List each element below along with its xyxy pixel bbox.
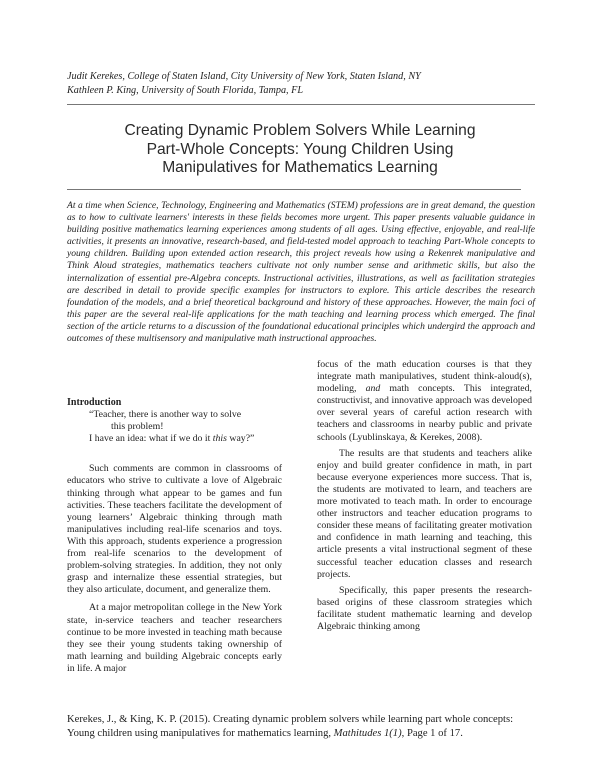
title-line-2: Part-Whole Concepts: Young Children Using bbox=[146, 140, 454, 158]
author-affiliations bbox=[67, 70, 537, 98]
right-paragraph-1-start: focus of the math education courses is that they integrate math manipulatives, student think-aloud(s), modeling, bbox=[317, 359, 532, 395]
citation-line-1: Kerekes, J., & King, K. P. (2015). Creating dynamic problem solvers while learning part whole concepts: bbox=[67, 714, 514, 725]
citation-journal: Mathitudes 1(1) bbox=[333, 727, 402, 739]
abstract: At a time when Science, Technology, Engineering and Mathematics (STEM) professions are in great demand, the question as to how to cultivate learners' interests in these fields becomes more urgent. This paper presents valuable guidance in building positive mathematics learning experiences among students of all ages. Using effective, enjoyable, and real-life activities, it presents an innovative, research-based, and field-tested model approach to teaching Part-Whole concepts to young children. Building upon extended action research, this project reveals how using a Rekenrek manipulative and Think Aloud strategies, mathematics teachers cultivate not only number sense and arithmetic skills, but also the internalization of essential pre-Algebra concepts. Instructional activities, illustrations, as well as facilitation strategies are described in detail to provide specific examples for instructors to explore. This article describes the research foundation of the models, and a brief theoretical background and history of these approaches. However, the main foci of this paper are the several real-life applications for the math teaching and learning process which emerged. The final section of the article returns to a discussion of the foundational educational principles which undergird the approach and outcomes of these multisensory and manipulative math instructional approaches. bbox=[67, 200, 535, 345]
header-divider bbox=[67, 104, 535, 105]
section-heading-introduction: Introduction bbox=[67, 397, 122, 408]
spacer bbox=[67, 445, 282, 463]
right-paragraph-1-emphasis: and bbox=[365, 383, 381, 395]
right-column bbox=[317, 359, 532, 633]
right-paragraph-1-end: math concepts. This integrated, constructivist, and innovative approach was developed over several years of careful action research with teachers and classrooms in nearby public and private schools (Lyublinskaya, & Kerekes, 2008). bbox=[317, 383, 533, 443]
title-line-3: Manipulatives for Mathematics Learning bbox=[162, 159, 438, 176]
intro-paragraph-1: Such comments are common in classrooms of educators who strive to cultivate a love of Algebraic thinking through what appear to be games and fun activities. These teachers facilitate the development of young learners’ Algebraic thinking through math manipulatives including real-life scenarios and toys. With this approach, students experience a progression from real-life scenarios to the development of problem-solving strategies. In addition, they not only grasp and internalize these essential strategies, but they also articulate, document, and generalize them. bbox=[67, 463, 282, 596]
author-line-king: Kathleen P. King, University of South Florida, Tampa, FL bbox=[67, 85, 304, 96]
left-column bbox=[67, 397, 282, 675]
quote-line-1: “Teacher, there is another way to solve bbox=[89, 409, 242, 421]
title-divider bbox=[67, 189, 521, 190]
paper-title bbox=[100, 122, 500, 178]
quote-line-3 bbox=[67, 433, 282, 445]
right-paragraph-1 bbox=[317, 359, 532, 444]
quote-line-2: this problem! bbox=[111, 421, 164, 433]
right-paragraph-2: The results are that students and teachers alike enjoy and build greater confidence in math, in part because everyone experiences more success. That is, the students are motivated to learn, and teachers are more motivated to teach math. In order to encourage other instructors and teacher education programs to consider these means of facilitating greater motivation and confidence in math learning and teaching, this article presents a vital instructional segment of these successful teacher education classes and research projects. bbox=[317, 447, 532, 580]
quote-line-3-end: way?” bbox=[226, 433, 255, 445]
citation-line-2-end: , Page 1 of 17. bbox=[401, 727, 463, 739]
right-paragraph-3: Specifically, this paper presents the research-based origins of these classroom strategies which facilitate student mathematic learning and develop Algebraic thinking among bbox=[317, 584, 532, 632]
intro-paragraph-2: At a major metropolitan college in the New York state, in-service teachers and teacher researchers continue to be more invested in teaching math because they see their young students taking ownership of math learning and building Algebraic concepts early in life. A major bbox=[67, 602, 282, 674]
title-line-1: Creating Dynamic Problem Solvers While Learning bbox=[124, 122, 476, 139]
author-line-kerekes: Judit Kerekes, College of Staten Island, City University of New York, Staten Island, NY bbox=[67, 71, 421, 82]
citation-line-2-start: Young children using manipulatives for mathematics learning, bbox=[67, 727, 334, 739]
citation-footer bbox=[67, 713, 547, 740]
citation-line-2 bbox=[67, 727, 547, 741]
quote-line-3-start: I have an idea: what if we do it bbox=[89, 433, 213, 445]
quote-line-3-emphasis: this bbox=[212, 433, 227, 445]
